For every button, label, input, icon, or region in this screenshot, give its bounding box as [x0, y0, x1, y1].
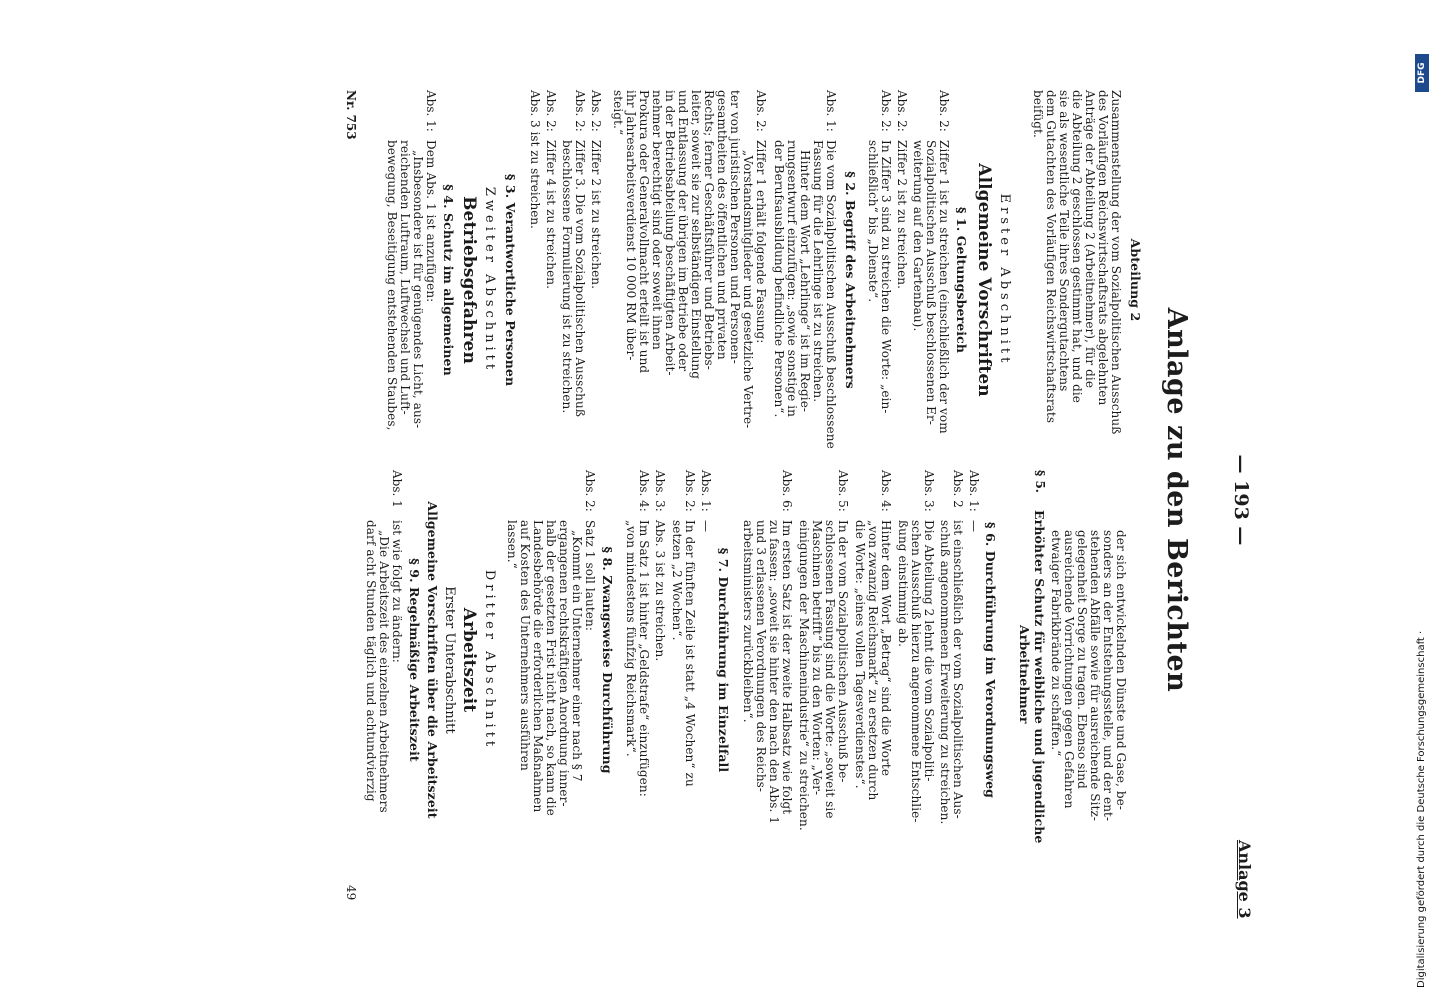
- part-title: Betriebsgefahren: [459, 196, 479, 364]
- text-line: darf acht Stunden täglich und achtundvierzig: [364, 520, 378, 802]
- text-line: bewegung, Beseitigung entstehenden Staubes,: [385, 140, 399, 431]
- text-line: „Vorstandsmitglieder und gesetzliche Vertre-: [741, 150, 755, 429]
- section-heading: Erhöhter Schutz für weibliche und jugendliche: [1032, 510, 1047, 844]
- text-line: die Abteilung 2 geschlossen gestimmt hat, und die: [1070, 90, 1084, 404]
- part-label: Dritter Abschnitt: [482, 569, 497, 751]
- paragraph-label: Abs. 2:: [544, 90, 558, 132]
- text-line: Rechts; ferner Geschäftsführer und Betriebs-: [702, 90, 716, 370]
- attachment-label: Anlage 3: [1235, 840, 1254, 919]
- paragraph-label: Abs. 4:: [879, 470, 893, 512]
- text-line: ist wie folgt zu ändern:: [390, 520, 404, 663]
- text-line: ergangenen rechtskräftigen Anordnung inner-: [557, 520, 571, 807]
- subpart-label: Erster Unterabschnitt: [442, 586, 457, 734]
- text-line: Ziffer 2 ist zu streichen.: [589, 140, 603, 290]
- text-line: Dem Abs. 1 ist anzufügen:: [424, 140, 438, 303]
- text-line: Hinter dem Wort „Lehrlinge“ ist im Regie-: [798, 150, 812, 413]
- text-line: Ziffer 2 ist zu streichen.: [895, 140, 909, 290]
- paragraph-label: Abs. 3:: [653, 470, 667, 512]
- text-line: schließlich“ bis „Dienste“.: [866, 140, 880, 303]
- text-line: und Entlassung der übrigen im Betriebe oder: [676, 90, 690, 372]
- part-title: Arbeitszeit: [459, 607, 479, 713]
- text-line: Maschinen betrifft“ bis zu den Worten: „Ver-: [810, 520, 824, 796]
- text-line: „Insbesondere ist für genügendes Licht, aus-: [411, 150, 425, 429]
- text-line: Zusammenstellung der vom Sozialpolitischen Ausschuß: [1109, 90, 1123, 435]
- text-line: steigt.“: [611, 90, 625, 136]
- text-line: der sich entwickelnden Dünste und Gase, be-: [1114, 530, 1128, 811]
- text-line: Im Satz 1 ist hinter „Geldstrafe“ einzufügen:: [637, 520, 651, 797]
- section-heading: Arbeitnehmer: [1017, 625, 1032, 724]
- paragraph-label: Abs. 2:: [879, 90, 893, 132]
- text-line: einigungen der Maschinenindustrie“ zu streichen.: [797, 520, 811, 831]
- paragraph-label: Abs. 2: [951, 470, 965, 508]
- paragraph-label: Abs. 1: [390, 470, 404, 508]
- text-line: Hinter dem Wort „Betrag“ sind die Worte: [879, 520, 893, 777]
- section-heading: Abteilung 2: [1128, 238, 1143, 322]
- credit-text: Digitalisierung gefördert durch die Deutsche Forschungsgemeinschaft ·: [1416, 630, 1427, 988]
- paragraph-label: Abs. 2:: [937, 90, 951, 132]
- text-line: in der Betriebsabteilung beschäftigten Arbeit-: [663, 90, 677, 376]
- page-title: Anlage zu den Berichten: [1161, 307, 1192, 693]
- text-line: Die vom Sozialpolitischen Ausschuß beschlossene: [824, 140, 838, 449]
- section-heading: § 1. Geltungsbereich: [954, 206, 969, 354]
- text-line: ihr Jahresarbeitsverdienst 10 000 RM über-: [624, 90, 638, 361]
- digitization-credit: [1414, 0, 1432, 1000]
- part-title: Allgemeine Vorschriften: [974, 163, 994, 397]
- section-heading: § 7. Durchführung im Einzelfall: [716, 547, 731, 773]
- text-line: rungsentwurf einzufügen: „sowie sonstige in: [785, 140, 799, 417]
- paragraph-label: Abs. 2:: [754, 90, 768, 132]
- section-heading: § 3. Verantwortliche Personen: [503, 173, 518, 387]
- text-line: der Berufsausbildung befindliche Personen“.: [772, 140, 786, 418]
- text-line: Abs. 3 ist zu streichen.: [653, 520, 667, 662]
- paragraph-label: Abs. 2:: [683, 470, 697, 512]
- text-line: setzen „2 Wochen“.: [670, 520, 684, 641]
- text-line: auf Kosten des Unternehmers ausführen: [518, 520, 532, 771]
- text-line: „Die Arbeitszeit des einzelnen Arbeitnehmers: [377, 530, 391, 813]
- text-line: Die Abteilung 2 lehnt die vom Sozialpoliti-: [922, 520, 936, 782]
- text-line: schuß angenommenen Erweiterung zu streichen.: [938, 520, 952, 825]
- paragraph-label: Abs. 6:: [780, 470, 794, 512]
- text-line: reichenden Luftraum, Luftwechsel und Luft-: [398, 140, 412, 415]
- text-line: beifügt.: [1031, 90, 1045, 138]
- paragraph-label: Abs. 2:: [583, 470, 597, 512]
- subpart-title: Allgemeine Vorschriften über die Arbeitszeit: [425, 501, 440, 819]
- paragraph-label: Abs. 1:: [699, 470, 713, 512]
- text-line: schen Ausschuß hierzu angenommene Entschlie-: [909, 520, 923, 823]
- text-line: ist einschließlich der vom Sozialpolitischen Aus-: [951, 520, 965, 819]
- text-line: die Worte: „eines vollen Tagesverdienstes“.: [853, 520, 867, 789]
- text-line: zu fassen: „soweit sie hinter den nach den Abs. 1: [767, 520, 781, 825]
- text-line: Sozialpolitischen Ausschuß beschlossenen Er-: [924, 140, 938, 426]
- text-line: weiterung auf den Gartenbau).: [911, 140, 925, 332]
- text-line: schlossenen Fassung sind die Worte: „soweit sie: [823, 520, 837, 819]
- text-line: „von mindestens fünfzig Reichsmark“.: [624, 520, 638, 757]
- section-heading: § 6. Durchführung im Verordnungsweg: [983, 522, 998, 798]
- text-line: ter von juristischen Personen und Personen-: [728, 90, 742, 364]
- text-line: „Kommt ein Unternehmer einer nach § 7: [570, 530, 584, 782]
- text-line: Satz 1 soll lauten:: [583, 520, 597, 631]
- footer-page: 49: [344, 885, 358, 901]
- text-line: Landesbehörde die erforderlichen Maßnahmen: [531, 520, 545, 813]
- text-line: gesamtheiten des öffentlichen und privaten: [715, 90, 729, 360]
- text-line: beschlossene Formulierung ist zu streichen.: [560, 140, 574, 414]
- text-line: In der fünften Zeile ist statt „4 Wochen“ zu: [683, 520, 697, 787]
- text-line: lassen.“: [505, 520, 519, 569]
- text-line: —: [967, 520, 981, 533]
- text-line: etwaiger Fabrikbrände zu schaffen.“: [1049, 530, 1063, 757]
- part-label: Erster Abschnitt: [997, 193, 1012, 367]
- paragraph-label: Abs. 2:: [573, 90, 587, 132]
- text-line: —: [699, 520, 713, 533]
- text-line: In Ziffer 3 sind zu streichen die Worte: „ein-: [879, 140, 893, 414]
- section-heading: § 4. Schutz im allgemeinen: [441, 184, 456, 376]
- dfg-logo: DFG: [1415, 54, 1429, 92]
- text-line: arbeitsministers zurückbleiben“.: [741, 520, 755, 723]
- text-line: In der vom Sozialpolitischen Ausschuß be-: [836, 520, 850, 783]
- text-line: ßung einstimmig ab.: [896, 520, 910, 648]
- footer-number: Nr. 753: [344, 90, 358, 140]
- scanned-page: [82, 0, 1342, 1000]
- text-line: Im ersten Satz ist der zweite Halbsatz wie folgt: [780, 520, 794, 815]
- text-line: dem Gutachten des Vorläufigen Reichswirtschaftsrats: [1044, 90, 1058, 424]
- paragraph-label: Abs. 4:: [637, 470, 651, 512]
- text-line: „von zwanzig Reichsmark“ zu ersetzen durch: [866, 520, 880, 801]
- section-heading: § 2. Begriff des Arbeitnehmers: [843, 171, 858, 389]
- paragraph-label: Abs. 1:: [967, 470, 981, 512]
- text-line: und 3 erlassenen Verordnungen des Reichs-: [754, 520, 768, 793]
- paragraph-label: Abs. 2:: [895, 90, 909, 132]
- paragraph-label: Abs. 2:: [589, 90, 603, 132]
- paragraph-label: Abs. 3 ist zu streichen.: [528, 90, 542, 229]
- paragraph-label: Abs. 1:: [824, 90, 838, 132]
- text-line: halb der gesetzten Frist nicht nach, so kann die: [544, 520, 558, 816]
- text-line: Prokura oder Generalvollmacht erteilt ist und: [637, 90, 651, 374]
- text-line: Fassung für die Lehrlinge ist zu streichen.: [811, 140, 825, 403]
- text-line: sie als wesentliche Teile ihres Sondergutachtens: [1057, 90, 1071, 392]
- text-line: ausreichende Vorrichtungen gegen Gefahren: [1062, 530, 1076, 809]
- section-heading: § 8. Zwangsweise Durchführung: [600, 546, 615, 774]
- paragraph-label: Abs. 5:: [836, 470, 850, 512]
- section-heading: § 9. Regelmäßige Arbeitszeit: [407, 558, 422, 762]
- text-line: stehenden Abfälle sowie für ausreichende Sitz-: [1088, 530, 1102, 822]
- part-label: Zweiter Abschnitt: [482, 186, 497, 374]
- text-line: Ziffer 3. Die vom Sozialpolitischen Ausschuß: [573, 140, 587, 417]
- text-line: des Vorläufigen Reichswirtschaftsrats abgelehnten: [1096, 90, 1110, 406]
- text-line: Ziffer 4 ist zu streichen.: [544, 140, 558, 290]
- paragraph-label: Abs. 3:: [922, 470, 936, 512]
- text-line: sonders an der Entstehungsstelle, und der ent-: [1101, 530, 1115, 822]
- paragraph-label: Abs. 1:: [424, 90, 438, 132]
- text-line: Ziffer 1 erhält folgende Fassung:: [754, 140, 768, 344]
- text-line: Ziffer 1 ist zu streichen (einschließlich der vom: [937, 140, 951, 434]
- text-line: Anträge der Abteilung 2 (Arbeitnehmer), für die: [1083, 90, 1097, 389]
- text-line: nehmer berechtigt sind oder soweit ihnen: [650, 90, 664, 350]
- text-line: leiter, soweit sie zur selbständigen Einstellung: [689, 90, 703, 380]
- page-number: — 193 —: [1230, 454, 1252, 546]
- section-number: § 5.: [1033, 470, 1047, 493]
- text-line: gelegenheit Sorge zu tragen. Ebenso sind: [1075, 530, 1089, 789]
